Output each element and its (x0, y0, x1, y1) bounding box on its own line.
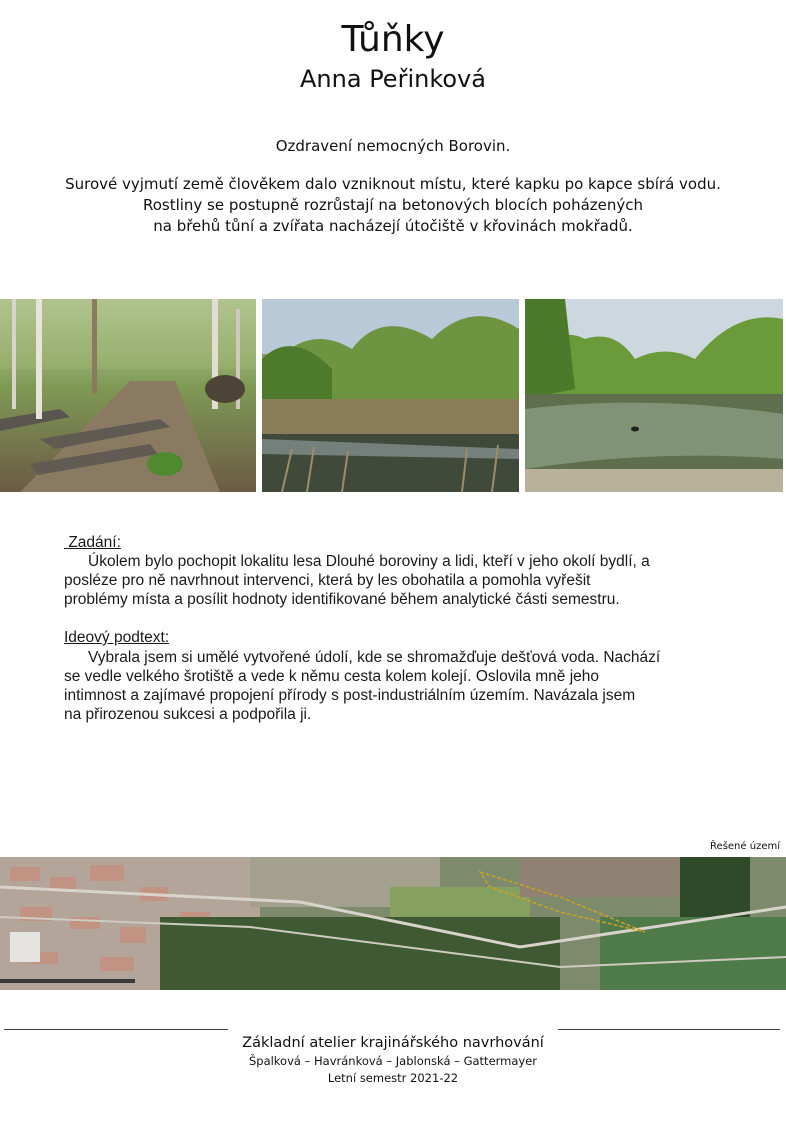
concept-line: intimnost a zajímavé propojení přírody s post-industriálním územím. Navázala jsem (64, 687, 636, 704)
assignment-line: Úkolem bylo pochopit lokalitu lesa Dlouhé boroviny a lidi, kteří v jeho okolí bydlí, a (88, 553, 650, 570)
footer-title: Základní atelier krajinářského navrhování (242, 1035, 544, 1051)
map-label: Řešené území (710, 841, 780, 852)
concept-line: se vedle velkého šrotiště a vede k němu cesta kolem kolejí. Oslovila mně jeho (64, 668, 600, 685)
footer-rule-right (558, 1029, 780, 1030)
assignment-line: problémy místa a posílit hodnoty identifikované během analytické části semestru. (64, 591, 620, 608)
author-name: Anna Peřinková (300, 65, 486, 93)
intro-subtitle: Ozdravení nemocných Borovin. (275, 137, 511, 155)
aerial-site-map (0, 857, 786, 990)
footer-team: Špalková – Havránková – Jablonská – Gattermayer (248, 1054, 538, 1068)
assignment-heading: Zadání: (68, 534, 121, 551)
wetland-pond-photo (262, 299, 519, 492)
forest-path-photo (0, 299, 256, 492)
concept-heading: Ideový podtext: (64, 629, 170, 646)
footer-semester: Letní semestr 2021-22 (327, 1071, 459, 1085)
concept-line: Vybrala jsem si umělé vytvořené údolí, kde se shromažďuje dešťová voda. Nachází (88, 649, 661, 666)
assignment-line: posléze pro ně navrhnout intervenci, která by les obohatila a pomohla vyřešit (64, 572, 591, 589)
intro-line: na břehů tůní a zvířata nacházejí útočiště v křovinách mokřadů. (153, 217, 633, 235)
intro-line: Rostliny se postupně rozrůstají na betonových blocích poházených (142, 196, 644, 214)
footer-rule-left (4, 1029, 228, 1030)
page-title: Tůňky (341, 19, 445, 60)
intro-line: Surové vyjmutí země člověkem dalo vzniknout místu, které kapku po kapce sbírá vodu. (65, 175, 721, 193)
pond-reflection-photo (525, 299, 783, 492)
concept-line: na přirozenou sukcesi a podpořila ji. (64, 706, 312, 723)
